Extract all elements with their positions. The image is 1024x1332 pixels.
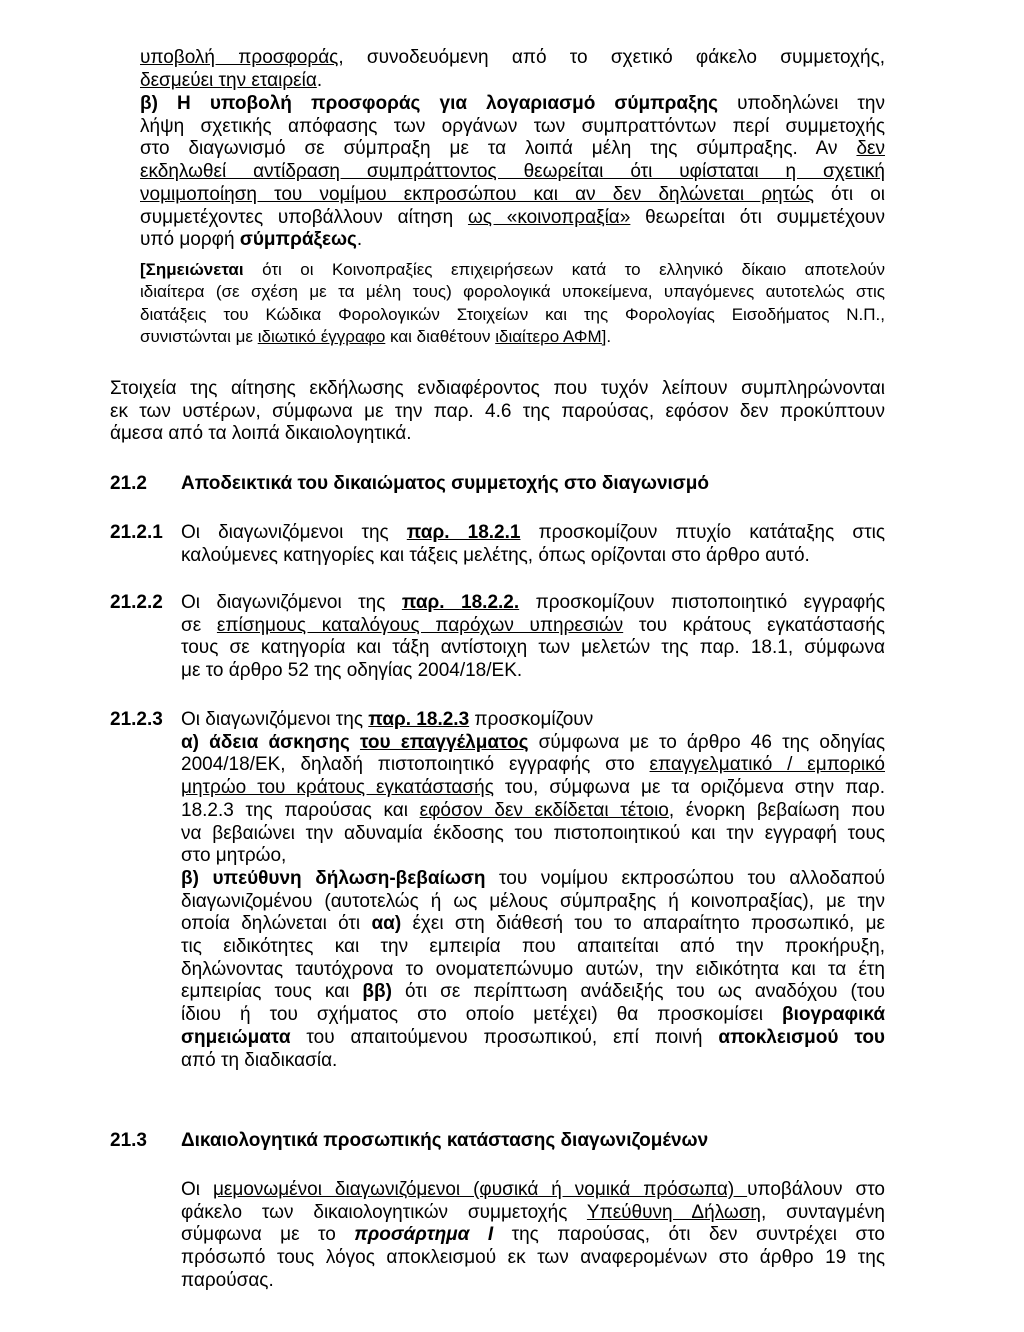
section-number: 21.2 xyxy=(110,473,147,494)
paragraph-missing-data: Στοιχεία της αίτησης εκδήλωσης ενδιαφέροντος που τυχόν λείπουν συμπληρώνονται εκ των υστέρων, σύμφωνα με την παρ. 4.6 της παρούσας, εφόσον δεν προκύπτουν άμεσα από τα λοιπά δικαιολογητικά. xyxy=(110,378,885,445)
section-number: 21.3 xyxy=(110,1130,147,1151)
subsection-21-2-3-text: Οι διαγωνιζόμενοι της παρ. 18.2.3 προσκομίζουν α) άδεια άσκησης του επαγγέλματος σύμφωνα με το άρθρο 46 της οδηγίας 2004/18/ΕΚ, δηλαδή πιστοποιητικό εγγραφής στο επαγγελματικό / εμπορικό μητρώο του κράτους εγκατάστασής του, σύμφωνα με τα οριζόμενα στην παρ. 18.2.3 της παρούσας και εφόσον δεν εκδίδεται τέτοιο, ένορκη βεβαίωση που να βεβαιώνει την αδυναμία έκδοσης του πιστοποιητικού και την εγγραφή τους στο μητρώο, β) υπεύθυνη δήλωση-βεβαίωση του νομίμου εκπροσώπου του αλλοδαπού διαγωνιζομένου (αυτοτελώς ή ως μέλους σύμπραξης ή κοινοπραξίας), με την οποία δηλώνεται ότι αα) έχει στη διάθεσή του το απαραίτητο προσωπικό, με τις ειδικότητες και την εμπειρία που απαιτείται από την προκήρυξη, δηλώνοντας ταυτόχρονα το ονοματεπώνυμο αυτών, την ειδικότητα και τα έτη εμπειρίας τους και ββ) ότι σε περίπτωση ανάδειξής του ως αναδόχου (του ίδιου ή του σχήματος στο οποίο μετέχει) θα προσκομίσει βιογραφικά σημειώματα του απαιτούμενου προσωπικού, επί ποινή αποκλεισμού του από τη διαδικασία. xyxy=(181,709,886,1071)
subsection-number: 21.2.3 xyxy=(110,709,163,730)
subsection-number: 21.2.1 xyxy=(110,522,163,543)
underlined-text: δεσμεύει την εταιρεία xyxy=(140,69,317,91)
note-paragraph: [Σημειώνεται ότι οι Κοινοπραξίες επιχειρήσεων κατά το ελληνικό δίκαιο αποτελούν ιδιαίτερα (σε σχέση με τα μέλη τους) φορολογικά υποκείμενα, υπαγόμενες αυτοτελώς στις διατάξεις του Κώδικα Φορολογικών Στοιχείων και της Φορολογίας Εισοδήματος Ν.Π., συνιστώνται με ιδιωτικό έγγραφο και διαθέτουν ιδιαίτερο ΑΦΜ]. xyxy=(140,260,885,346)
subsection-21-2-2-text: Οι διαγωνιζόμενοι της παρ. 18.2.2. προσκομίζουν πιστοποιητικό εγγραφής σε επίσημους καταλόγους παρόχων υπηρεσιών του κράτους εγκατάστασής τους σε κατηγορία και τάξη αντίστοιχη των μελετών της παρ. 18.1, σύμφωνα με το άρθρο 52 της οδηγίας 2004/18/ΕΚ. xyxy=(181,592,885,682)
section-title: Δικαιολογητικά προσωπικής κατάστασης διαγωνιζομένων xyxy=(181,1130,709,1151)
paragraph-continuation: υποβολή προσφοράς, συνοδευόμενη από το σχετικό φάκελο συμμετοχής, δεσμεύει την εταιρεία. xyxy=(140,47,886,91)
paragraph-consortium: β) Η υποβολή προσφοράς για λογαριασμό σύμπραξης υποδηλώνει την λήψη σχετικής απόφασης των οργάνων των συμπραττόντων περί συμμετοχής στο διαγωνισμό σε σύμπραξη με τα λοιπά μέλη της σύμπραξης. Αν δεν εκδηλωθεί αντίδραση συμπράττοντος θεωρείται ότι υφίσταται η σχετική νομιμοποίηση του νομίμου εκπροσώπου και αν δεν δηλώνεται ρητώς ότι οι συμμετέχοντες υποβάλλουν αίτηση ως «κοινοπραξία» θεωρείται ότι συμμετέχουν υπό μορφή σύμπράξεως. xyxy=(140,93,885,251)
section-title: Αποδεικτικά του δικαιώματος συμμετοχής στο διαγωνισμό xyxy=(181,473,710,494)
underlined-text: υποβολή προσφοράς xyxy=(140,47,339,68)
section-21-3-text: Οι μεμονωμένοι διαγωνιζόμενοι (φυσικά ή νομικά πρόσωπα) υποβάλουν στο φάκελο των δικαιολογητικών συμμετοχής Υπεύθυνη Δήλωση, συνταγμένη σύμφωνα με το προσάρτημα Ι της παρούσας, ότι δεν συντρέχει στο πρόσωπό τους λόγος αποκλεισμού εκ των αναφερομένων στο άρθρο 19 της παρούσας. xyxy=(181,1179,885,1291)
subsection-number: 21.2.2 xyxy=(110,592,163,613)
subsection-21-2-1-text: Οι διαγωνιζόμενοι της παρ. 18.2.1 προσκομίζουν πτυχίο κατάταξης στις καλούμενες κατηγορίες και τάξεις μελέτης, όπως ορίζονται στο άρθρο αυτό. xyxy=(181,522,885,566)
